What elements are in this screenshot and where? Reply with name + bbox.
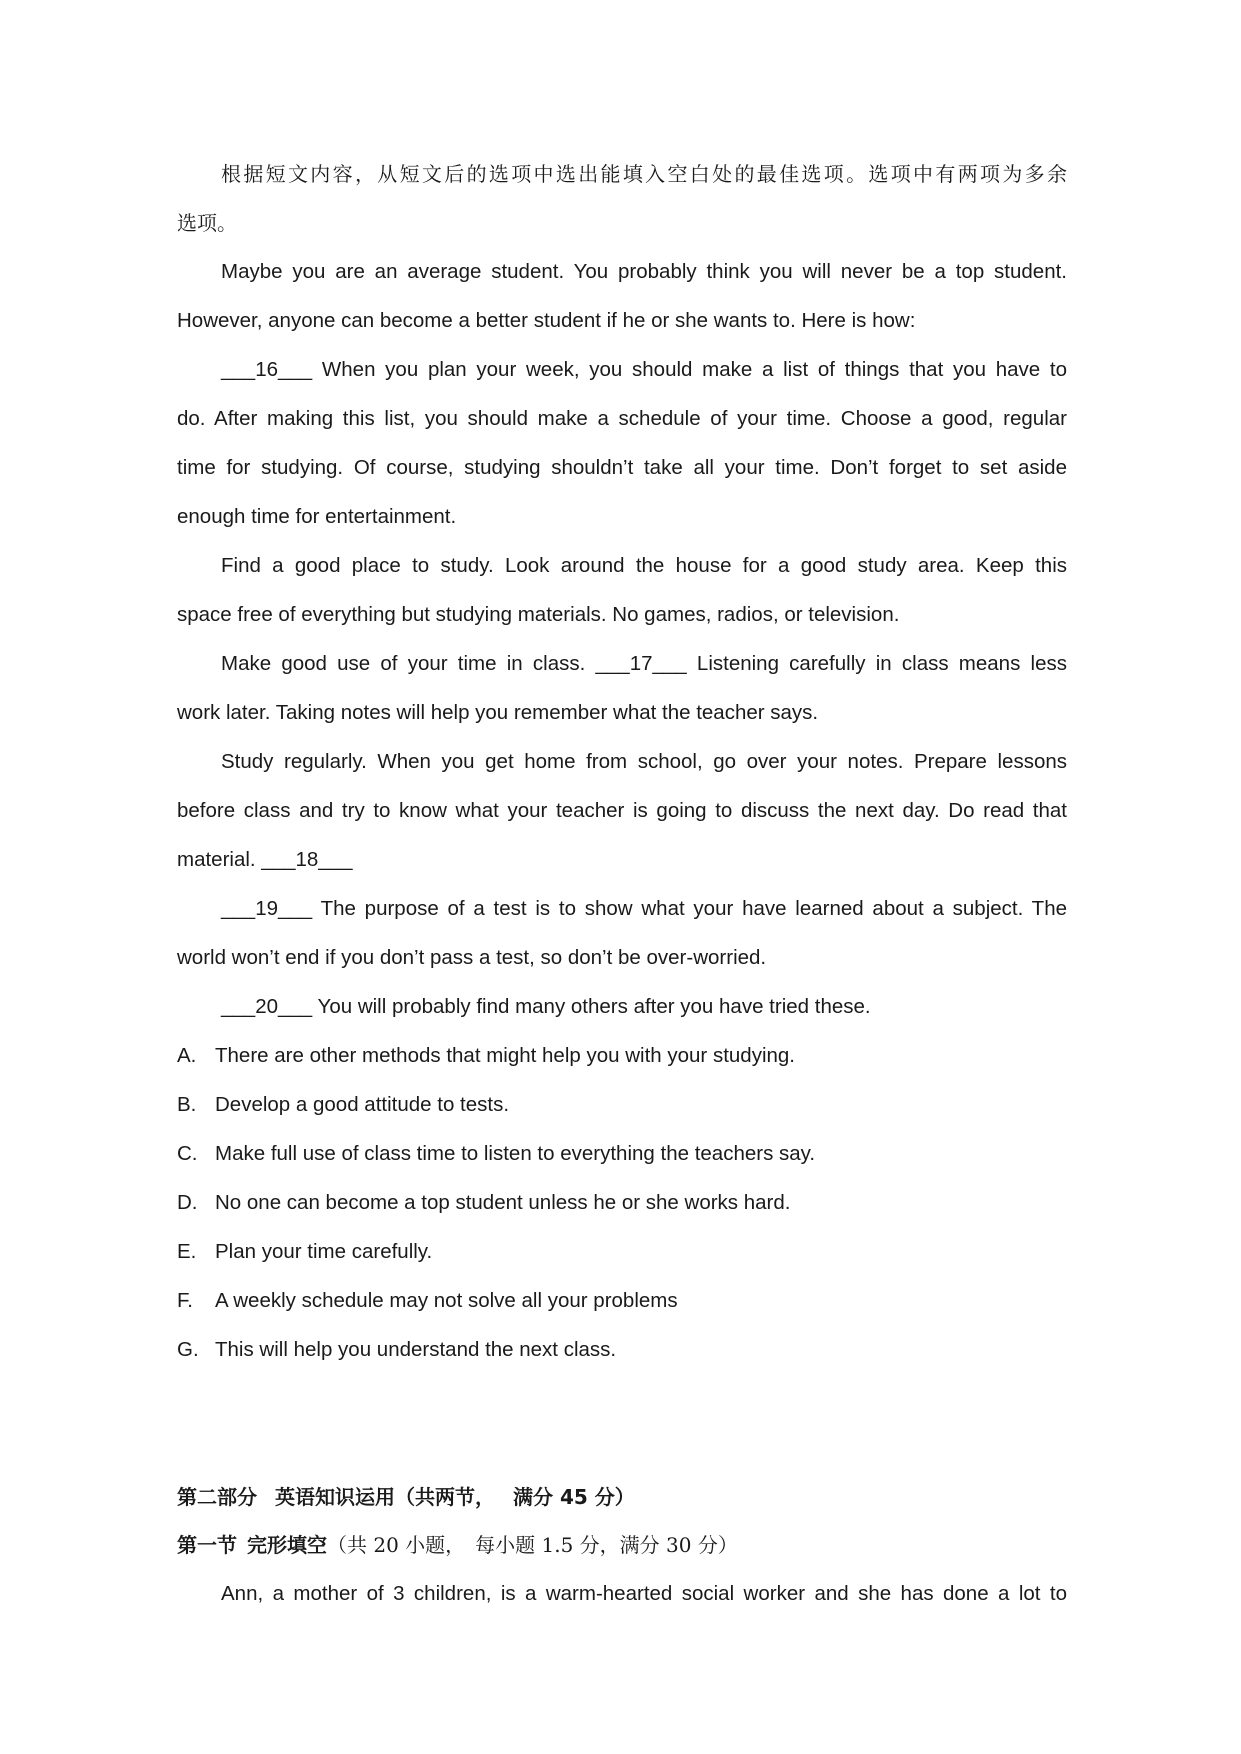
passage-line: world won’t end if you don’t pass a test, so don’t be over-worried. bbox=[177, 946, 767, 969]
passage-line: Find a good place to study. Look around the house for a good study area. Keep this bbox=[221, 554, 1067, 577]
part-heading bbox=[177, 1484, 635, 1510]
option-letter: C. bbox=[177, 1142, 198, 1165]
option-letter: D. bbox=[177, 1191, 198, 1214]
option-letter: A. bbox=[177, 1044, 197, 1067]
section-name: 完形填空 bbox=[247, 1533, 327, 1557]
passage-line-blank-20: ___20___ You will probably find many others after you have tried these. bbox=[221, 995, 871, 1018]
option-text: This will help you understand the next class. bbox=[215, 1338, 617, 1361]
option-g bbox=[177, 1337, 616, 1363]
option-a bbox=[177, 1043, 795, 1069]
passage-line-blank-17: Make good use of your time in class. ___17___ Listening carefully in class means less bbox=[221, 652, 1067, 675]
passage-line: enough time for entertainment. bbox=[177, 505, 457, 528]
instruction-line-1: 根据短文内容，从短文后的选项中选出能填入空白处的最佳选项。选项中有两项为多余 bbox=[221, 162, 1067, 186]
section-detail: （共 20 小题， 每小题 1.5 分，满分 30 分） bbox=[327, 1533, 738, 1557]
passage-line: before class and try to know what your teacher is going to discuss the next day. Do read that bbox=[177, 799, 1067, 822]
option-text: Plan your time carefully. bbox=[215, 1240, 433, 1263]
part-title: 第二部分 bbox=[177, 1485, 257, 1509]
option-text: A weekly schedule may not solve all your problems bbox=[215, 1289, 678, 1312]
passage-line: Maybe you are an average student. You probably think you will never be a top student. bbox=[221, 260, 1067, 283]
option-letter: F. bbox=[177, 1289, 193, 1312]
passage-line: space free of everything but studying materials. No games, radios, or television. bbox=[177, 603, 900, 626]
section-title: 第一节 bbox=[177, 1533, 237, 1557]
option-e bbox=[177, 1239, 432, 1265]
passage-line-blank-16: ___16___ When you plan your week, you should make a list of things that you have to bbox=[221, 358, 1067, 381]
passage-line: Study regularly. When you get home from school, go over your notes. Prepare lessons bbox=[221, 750, 1067, 773]
option-letter: E. bbox=[177, 1240, 197, 1263]
option-text: No one can become a top student unless he or she works hard. bbox=[215, 1191, 791, 1214]
cloze-intro-line: Ann, a mother of 3 children, is a warm-hearted social worker and she has done a lot to bbox=[221, 1582, 1067, 1605]
option-d bbox=[177, 1190, 790, 1216]
passage-line: work later. Taking notes will help you remember what the teacher says. bbox=[177, 701, 819, 724]
passage-line-blank-19: ___19___ The purpose of a test is to show what your have learned about a subject. The bbox=[221, 897, 1067, 920]
section-heading bbox=[177, 1532, 738, 1559]
option-text: There are other methods that might help you with your studying. bbox=[215, 1044, 796, 1067]
option-letter: B. bbox=[177, 1093, 197, 1116]
passage-line: However, anyone can become a better student if he or she wants to. Here is how: bbox=[177, 309, 916, 332]
option-b bbox=[177, 1092, 509, 1118]
passage-line: time for studying. Of course, studying shouldn’t take all your time. Don’t forget to set aside bbox=[177, 456, 1067, 479]
option-c bbox=[177, 1141, 815, 1167]
option-letter: G. bbox=[177, 1338, 199, 1361]
passage-line-blank-18: material. ___18___ bbox=[177, 848, 353, 871]
part-name: 英语知识运用（共两节， bbox=[275, 1485, 495, 1509]
option-text: Make full use of class time to listen to everything the teachers say. bbox=[215, 1142, 816, 1165]
option-text: Develop a good attitude to tests. bbox=[215, 1093, 510, 1116]
part-score: 满分 45 分） bbox=[513, 1485, 635, 1509]
instruction-line-2: 选项。 bbox=[177, 211, 237, 235]
option-f bbox=[177, 1288, 678, 1314]
passage-line: do. After making this list, you should make a schedule of your time. Choose a good, regular bbox=[177, 407, 1067, 430]
